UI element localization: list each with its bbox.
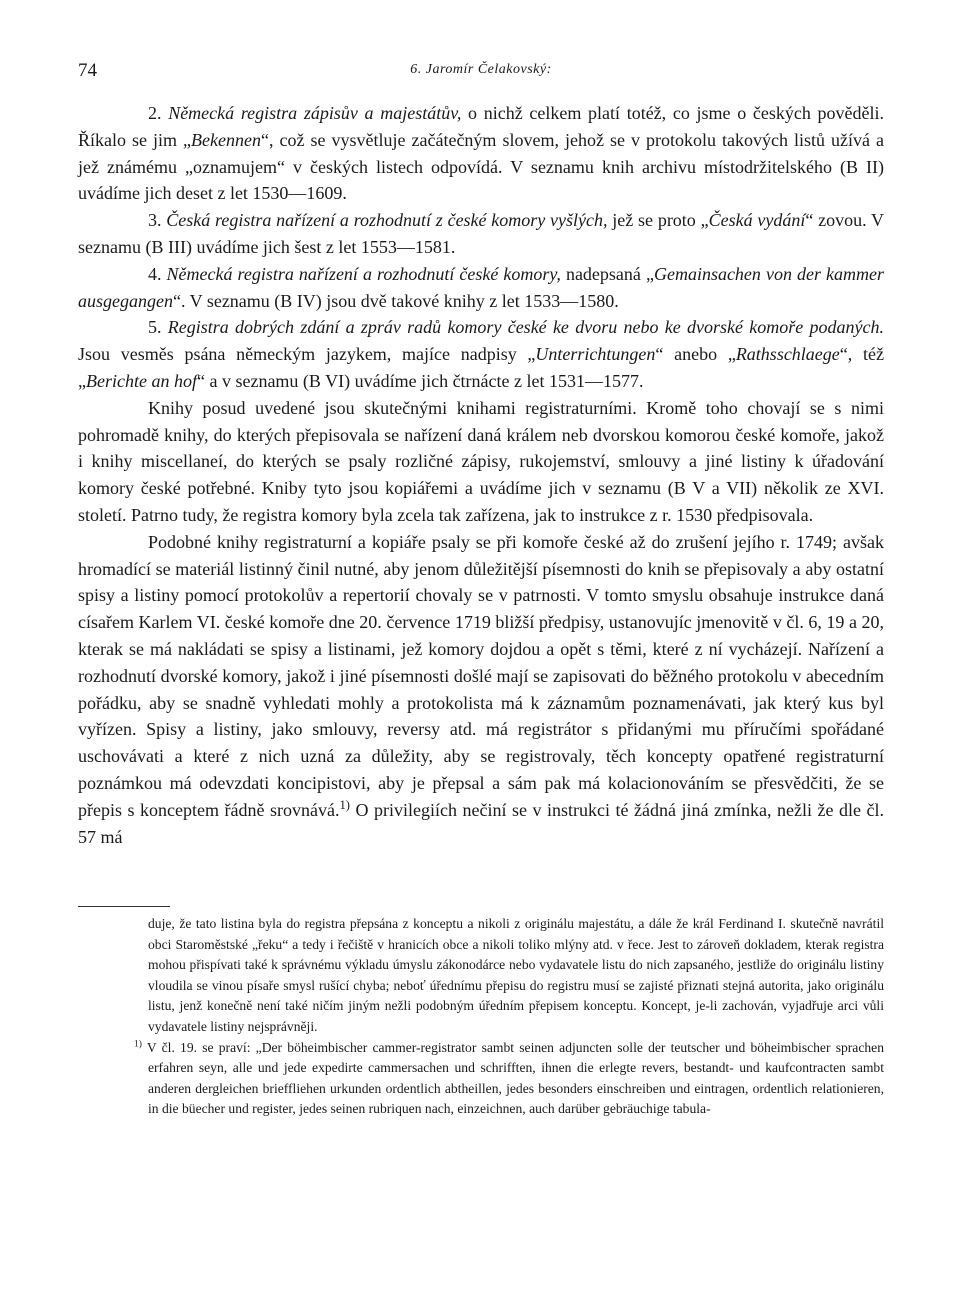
running-head: 6. Jaromír Čelakovský:	[410, 62, 552, 77]
term: Gemainsachen von der kammer ausgegangen	[78, 263, 885, 311]
paragraph-text: nadepsaná „	[560, 263, 654, 284]
footnote-continuation: duje, že tato listina byla do registra přepsána z konceptu a nikoli z originálu majestátu, a dále že král Ferdinand I. skutečně navrátil obci Staroměstské „řeku“ a tedy i řečiště v hranicích obce a nikoli toliko mlýny atd. v řece. Jest to zároveň dokladem, kterak registra mohou přispívati také k správnému výkladu úmyslu zákonodárce nebo vydavatele listu do nich zapsaného, jestliže do originálu listiny vloudila se vinou písaře smysl rušící chyba; neboť úřednímu přepisu do registru musí se zajisté přiznati stejná autorita, jako originálu listu, jenž konečně není také ničím jiným nežli podobným úředním přepisem konceptu. Koncept, je-li zachován, vyjadřuje arci vůli vydavatele listiny nejsprávněji.	[148, 916, 884, 1034]
footnote-mark: 1)	[134, 1039, 142, 1050]
paragraph-text: O privilegiích nečiní se v instrukci té žádná jiná zmínka, nežli že dle čl. 57 má	[78, 799, 885, 847]
paragraph-text: o nichž celkem platí totéž, co jsme o českých pověděli. Říkalo se jim „	[78, 103, 885, 150]
term: Česká vydání	[708, 210, 806, 231]
item-number: 3.	[148, 210, 162, 231]
paragraph-text: jež se proto „	[607, 210, 709, 231]
item-number: 2.	[148, 103, 162, 123]
item-title: Česká registra nařízení a rozhodnutí z české komory vyšlých,	[166, 210, 608, 231]
term: Unterrichtungen	[535, 344, 656, 365]
paragraph-text: “, což se vysvětluje začátečným slovem, jehož se v protokolu takových listů užívá a jež známému „oznamujem“ v českých listech odpovídá. V seznamu knih archivu místodržitelského (B II) uvádíme jich deset z let 1530—1609.	[78, 129, 884, 204]
term: Berichte an hof	[86, 370, 197, 391]
footnote-ref: 1)	[339, 797, 350, 812]
item-title: Registra dobrých zdání a zpráv radů komory české ke dvoru nebo ke dvorské komoře podaných.	[167, 317, 885, 338]
item-number: 4.	[148, 263, 162, 284]
term: Rathsschlaege	[735, 344, 840, 365]
main-text	[78, 100, 884, 850]
paragraph-text: Jsou vesměs psána německým jazykem, majíce nadpisy „	[78, 344, 536, 365]
paragraph-registry-books: Knihy posud uvedené jsou skutečnými knihami registraturními. Kromě toho chovají se s nimi pohromadě knihy, do kterých přepisovala se nařízení daná králem neb dvorskou komorou české komoře, jakož i knihy miscellaneí, do kterých se psaly rozličné zápisy, rukojemství, smlouvy a jiné listiny k úřadování komory české potřebné. Kniby tyto jsou kopiářemi a uvádíme jich v seznamu (B V a VII) několik ze XVI. století. Patrno tudy, že registra komory byla zcela tak zařízena, jak to instrukce z r. 1530 předpisovala.	[78, 397, 884, 525]
footnote-text: V čl. 19. se praví: „Der böheimbischer cammer-registrator sambt seinen adjuncten solle der teutscher und böheimbischer sprachen erfahren seyn, alle und jede expedirte cammersachen und schrifften, ihnen die erlegte revers, bestandt- und kaufcontracten sambt anderen dergleichen brieffliehen urkunden ordentlich abtheillen, jedes besonders einschreiben und eintragen, ordentlich relationieren, in die büecher und register, jedes seinen rubriquen nach, einzeichnen, auch darüber gebräuchige tabula-	[141, 1039, 884, 1117]
page-number: 74	[78, 60, 97, 81]
term: Bekennen	[191, 129, 261, 150]
paragraph-instruction-1719	[78, 529, 884, 851]
paragraph-text: Podobné knihy registraturní a kopiáře psaly se při komoře české až do zrušení jejího r. 1749; avšak hromadící se materiál listinný činil nutné, aby jenom důležitější písemnosti do knih se přepisovaly a aby ostatní spisy a listiny pomocí protokolův a repertorií chovaly se v patrnosti. V tomto smyslu obsahuje instrukce daná císařem Karlem VI. české komoře dne 20. července 1719 bližší předpisy, ustanovujíc jmenovitě v čl. 6, 19 a 20, kterak se má nakládati se spisy a listinami, jež komory dojdou a opět s těmi, které z ní vycházejí. Nařízení a rozhodnutí dvorské komory, jakož i jiné písemnosti došlé mají se zapisovati do běžného protokolu v abecedním pořádku, aby se snadně vyhledati mohly a protokolista má k záznamům poznamenávati, jak který kus byl vyřízen. Spisy a listiny, jako smlouvy, reversy atd. má registrátor s přidanými mu příručími spořádané uschovávati a které z nich uzná za důležity, aby se registrovaly, těch koncepty opatřené registraturní poznámkou má odevzdati koncipistovi, aby je přepsal a sám pak má kolacionováním se přesvědčiti, že se přepis s konceptem řádně srovnává.	[78, 531, 884, 820]
page-header	[78, 60, 884, 84]
item-number: 5.	[148, 317, 162, 338]
paragraph-text: “ zovou. V seznamu (B III) uvádíme jich šest z let 1553—1581.	[78, 210, 885, 257]
footnote-divider	[78, 906, 170, 907]
footnotes	[134, 914, 884, 1120]
footnote-1	[134, 1038, 884, 1120]
paragraph-item-4	[78, 261, 884, 315]
paragraph-text: “ a v seznamu (B VI) uvádíme jich čtrnácte z let 1531—1577.	[196, 370, 644, 391]
item-title: Německá registra zápisův a majestátův,	[168, 103, 462, 123]
item-title: Německá registra nařízení a rozhodnutí české komory,	[166, 263, 561, 284]
paragraph-text: “ anebo „	[655, 344, 736, 365]
paragraph-item-2	[78, 100, 884, 207]
paragraph-text: “, též „	[78, 344, 884, 391]
paragraph-item-3	[78, 207, 884, 261]
paragraph-text: “. V seznamu (B IV) jsou dvě takové knihy z let 1533—1580.	[172, 290, 619, 311]
paragraph-item-5	[78, 314, 884, 394]
